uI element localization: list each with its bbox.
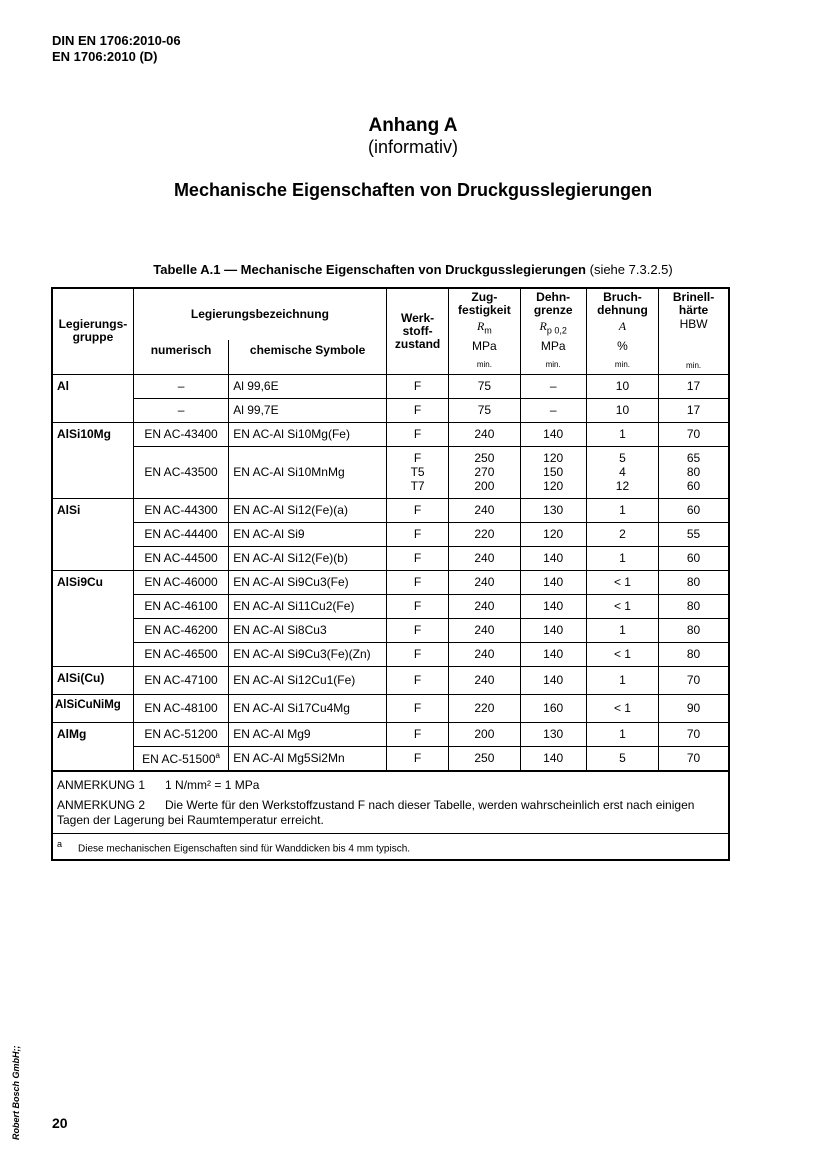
cell-a: < 1 <box>586 594 658 618</box>
header-designation: Legierungsbezeichnung <box>133 288 386 340</box>
header-group: Legierungs- gruppe <box>52 288 133 374</box>
header-elongation-min: min. <box>614 360 631 369</box>
footnote-mark: a <box>57 838 63 849</box>
cell-rm: 240 <box>449 422 520 446</box>
header-proof-symbol: R <box>539 319 547 333</box>
annex-heading: Mechanische Eigenschaften von Druckgusslegierungen <box>173 180 653 200</box>
table-row <box>52 422 729 446</box>
cell-chemical: EN AC-Al Si11Cu2(Fe) <box>229 594 387 618</box>
cell-numeric <box>133 746 228 771</box>
cell-rm: 75 <box>449 398 520 422</box>
cell-numeric-text: EN AC-51500 <box>142 751 216 766</box>
cell-group: AlSi9Cu <box>52 570 133 666</box>
cell-hbw: 65 80 60 <box>659 446 729 498</box>
cell-group: AlSi10Mg <box>52 422 133 498</box>
header-tensile <box>449 288 520 340</box>
footnote-cell <box>52 833 729 860</box>
header-elongation-label: Bruch- dehnung <box>597 290 648 317</box>
cell-group: AlMg <box>52 722 133 771</box>
note-1-label: ANMERKUNG 1 <box>57 777 146 792</box>
cell-chemical: EN AC-Al Si8Cu3 <box>229 618 387 642</box>
cell-group: Al <box>52 374 133 422</box>
cell-a: 1 <box>586 422 658 446</box>
note-2-text: Die Werte für den Werkstoffzustand F nach dieser Tabelle, werden wahrscheinlich erst nach einigen Tagen der Lagerung bei Raumtemperatur erreicht. <box>57 797 695 827</box>
side-watermark: Robert Bosch GmbH;; <box>11 1045 21 1140</box>
cell-numeric: EN AC-44500 <box>133 546 228 570</box>
cell-rm: 200 <box>449 722 520 746</box>
cell-rp: 130 <box>520 722 586 746</box>
table-row <box>52 746 729 771</box>
cell-numeric: – <box>133 374 228 398</box>
cell-rp: 140 <box>520 422 586 446</box>
cell-rm: 250 270 200 <box>449 446 520 498</box>
annex-title: Anhang A <box>368 115 458 136</box>
footnote-ref: a <box>215 750 220 760</box>
table-caption-ref: (siehe 7.3.2.5) <box>586 262 673 277</box>
cell-hbw: 70 <box>659 422 729 446</box>
cell-numeric: EN AC-44300 <box>133 498 228 522</box>
cell-numeric: EN AC-46000 <box>133 570 228 594</box>
cell-a: < 1 <box>586 642 658 666</box>
table-row <box>52 522 729 546</box>
cell-chemical: EN AC-Al Mg5Si2Mn <box>229 746 387 771</box>
cell-chemical: Al 99,6E <box>229 374 387 398</box>
cell-a: 1 <box>586 666 658 694</box>
cell-temper: F <box>386 746 448 771</box>
cell-rp: 140 <box>520 570 586 594</box>
cell-temper: F <box>386 398 448 422</box>
header-proof-min: min. <box>545 360 561 369</box>
header-proof-label: Dehn- grenze <box>533 290 573 317</box>
table-row <box>52 666 729 694</box>
header-tensile-label: Zug- festigkeit <box>458 290 511 317</box>
cell-group: AlSi(Cu) <box>52 666 133 694</box>
cell-a: < 1 <box>586 570 658 594</box>
header-chemical: chemische Symbole <box>229 340 387 374</box>
standard-id: DIN EN 1706:2010-06 <box>52 33 181 48</box>
cell-temper: F <box>386 422 448 446</box>
annex-subtitle: (informativ) <box>367 137 458 157</box>
cell-a: 1 <box>586 498 658 522</box>
header-numeric: numerisch <box>133 340 228 374</box>
cell-rp: 130 <box>520 498 586 522</box>
cell-rm: 240 <box>449 594 520 618</box>
cell-rp: 140 <box>520 746 586 771</box>
cell-temper: F <box>386 570 448 594</box>
cell-rm: 240 <box>449 666 520 694</box>
cell-numeric: EN AC-47100 <box>133 666 228 694</box>
header-tensile-symbol: R <box>476 319 485 333</box>
cell-chemical: EN AC-Al Si12Cu1(Fe) <box>229 666 387 694</box>
table-row <box>52 594 729 618</box>
cell-hbw: 70 <box>659 722 729 746</box>
cell-hbw: 17 <box>659 398 729 422</box>
header-hardness-label: Brinell- härte <box>672 290 715 317</box>
cell-rp: – <box>520 398 586 422</box>
cell-rp: 140 <box>520 594 586 618</box>
cell-chemical: EN AC-Al Si10Mg(Fe) <box>229 422 387 446</box>
standard-id-en: EN 1706:2010 (D) <box>52 49 158 64</box>
cell-temper: F T5 T7 <box>386 446 448 498</box>
header-tensile-sub: m <box>484 325 492 336</box>
cell-a: < 1 <box>586 694 658 722</box>
table-row <box>52 546 729 570</box>
cell-chemical: Al 99,7E <box>229 398 387 422</box>
table-row <box>52 694 729 722</box>
notes-row <box>52 771 729 834</box>
header-tensile-min: min. <box>476 360 492 369</box>
cell-group: AlSiCuNiMg <box>52 694 133 722</box>
cell-numeric: EN AC-46200 <box>133 618 228 642</box>
page-number: 20 <box>52 1115 68 1131</box>
cell-temper: F <box>386 522 448 546</box>
cell-chemical: EN AC-Al Si9 <box>229 522 387 546</box>
header-hardness-min: min. <box>686 360 702 370</box>
cell-rp: 140 <box>520 618 586 642</box>
cell-hbw: 60 <box>659 546 729 570</box>
header-proof <box>520 288 586 340</box>
cell-rp: 120 <box>520 522 586 546</box>
cell-temper: F <box>386 666 448 694</box>
footnote-row <box>52 833 729 860</box>
cell-rp: – <box>520 374 586 398</box>
cell-numeric: EN AC-46100 <box>133 594 228 618</box>
properties-table <box>51 287 730 861</box>
header-tensile-unit: MPa <box>472 339 497 353</box>
cell-rm: 220 <box>449 522 520 546</box>
cell-rp: 160 <box>520 694 586 722</box>
cell-hbw: 70 <box>659 666 729 694</box>
header-elongation-units <box>586 340 658 374</box>
table-row <box>52 498 729 522</box>
note-1-text: 1 N/mm² = 1 MPa <box>165 777 260 792</box>
table-row <box>52 722 729 746</box>
table-row <box>52 374 729 398</box>
cell-a: 1 <box>586 722 658 746</box>
cell-temper: F <box>386 642 448 666</box>
cell-temper: F <box>386 722 448 746</box>
cell-chemical: EN AC-Al Si12(Fe)(a) <box>229 498 387 522</box>
cell-temper: F <box>386 618 448 642</box>
cell-chemical: EN AC-Al Si12(Fe)(b) <box>229 546 387 570</box>
cell-chemical: EN AC-Al Si10MnMg <box>229 446 387 498</box>
cell-numeric: EN AC-46500 <box>133 642 228 666</box>
table-caption <box>0 262 826 277</box>
cell-a: 5 4 12 <box>586 446 658 498</box>
cell-a: 10 <box>586 374 658 398</box>
cell-a: 2 <box>586 522 658 546</box>
cell-numeric: EN AC-48100 <box>133 694 228 722</box>
cell-hbw: 80 <box>659 618 729 642</box>
header-elongation-symbol: A <box>618 319 627 333</box>
cell-rm: 250 <box>449 746 520 771</box>
cell-temper: F <box>386 594 448 618</box>
cell-rm: 240 <box>449 546 520 570</box>
cell-temper: F <box>386 694 448 722</box>
cell-rm: 240 <box>449 570 520 594</box>
cell-hbw: 17 <box>659 374 729 398</box>
cell-hbw: 60 <box>659 498 729 522</box>
cell-hbw: 80 <box>659 594 729 618</box>
cell-chemical: EN AC-Al Si9Cu3(Fe) <box>229 570 387 594</box>
cell-numeric: EN AC-43400 <box>133 422 228 446</box>
cell-rp: 120 150 120 <box>520 446 586 498</box>
note-1 <box>57 778 724 792</box>
cell-rp: 140 <box>520 666 586 694</box>
cell-chemical: EN AC-Al Mg9 <box>229 722 387 746</box>
cell-a: 1 <box>586 618 658 642</box>
header-hardness-unit: HBW <box>679 317 708 331</box>
header-hardness <box>659 288 729 340</box>
cell-a: 10 <box>586 398 658 422</box>
cell-chemical: EN AC-Al Si9Cu3(Fe)(Zn) <box>229 642 387 666</box>
cell-group: AlSi <box>52 498 133 570</box>
cell-hbw: 80 <box>659 642 729 666</box>
footnote-text: Diese mechanischen Eigenschaften sind für Wanddicken bis 4 mm typisch. <box>78 842 411 854</box>
cell-rm: 240 <box>449 498 520 522</box>
cell-numeric: – <box>133 398 228 422</box>
table-body <box>52 374 729 860</box>
cell-rm: 75 <box>449 374 520 398</box>
cell-hbw: 70 <box>659 746 729 771</box>
cell-hbw: 55 <box>659 522 729 546</box>
cell-temper: F <box>386 546 448 570</box>
cell-temper: F <box>386 374 448 398</box>
cell-numeric: EN AC-43500 <box>133 446 228 498</box>
header-proof-units <box>520 340 586 374</box>
cell-chemical: EN AC-Al Si17Cu4Mg <box>229 694 387 722</box>
cell-temper: F <box>386 498 448 522</box>
cell-a: 5 <box>586 746 658 771</box>
header-proof-sub: p 0,2 <box>546 325 567 336</box>
header-temper: Werk- stoff- zustand <box>386 288 448 374</box>
header-hardness-units <box>659 340 729 374</box>
note-2-label: ANMERKUNG 2 <box>57 797 146 812</box>
cell-rp: 140 <box>520 546 586 570</box>
table-row <box>52 446 729 498</box>
note-2 <box>57 798 724 828</box>
cell-rm: 220 <box>449 694 520 722</box>
cell-hbw: 90 <box>659 694 729 722</box>
table-row <box>52 570 729 594</box>
cell-numeric: EN AC-51200 <box>133 722 228 746</box>
cell-rp: 140 <box>520 642 586 666</box>
cell-hbw: 80 <box>659 570 729 594</box>
table-caption-title: Tabelle A.1 — Mechanische Eigenschaften von Druckgusslegierungen <box>153 262 586 277</box>
table-row <box>52 618 729 642</box>
cell-numeric: EN AC-44400 <box>133 522 228 546</box>
cell-rm: 240 <box>449 642 520 666</box>
cell-a: 1 <box>586 546 658 570</box>
header-tensile-units <box>449 340 520 374</box>
notes-cell <box>52 771 729 834</box>
table-row <box>52 642 729 666</box>
header-elongation-unit: % <box>617 339 628 353</box>
header-elongation <box>586 288 658 340</box>
header-proof-unit: MPa <box>540 339 566 353</box>
cell-rm: 240 <box>449 618 520 642</box>
table-row <box>52 398 729 422</box>
document-header <box>52 33 181 65</box>
